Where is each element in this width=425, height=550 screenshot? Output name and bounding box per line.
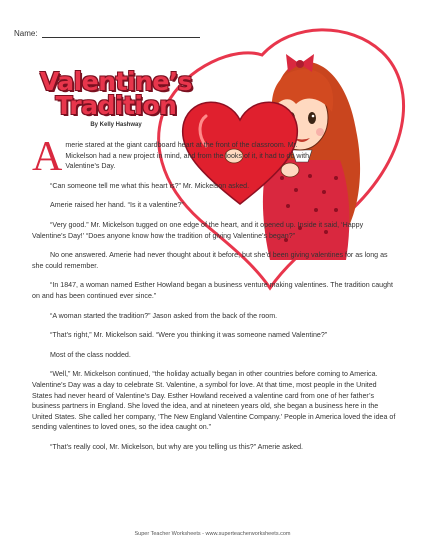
drop-cap: A xyxy=(32,134,63,180)
byline: By Kelly Hashway xyxy=(90,122,142,128)
title-line-2: Tradition xyxy=(55,91,177,120)
paragraph-9: Most of the class nodded. xyxy=(50,350,131,359)
footer: Super Teacher Worksheets - www.superteacherworksheets.com xyxy=(134,531,291,537)
paragraph-2: “Can someone tell me what this heart is?” Mr. Mickelson asked. xyxy=(50,181,250,190)
title-line-1: Valentine’s xyxy=(39,67,193,96)
paragraph-8: “That’s right,” Mr. Mickelson said. “Were you thinking it was someone named Valentine?” xyxy=(50,331,328,340)
paragraph-6: “In 1847, a woman named Esther Howland began a business venture making valentines. The tradition caught on and has been continued ever since.” xyxy=(32,281,393,300)
paragraph-4: “Very good.” Mr. Mickelson tugged on one edge of the heart, and it opened up. Inside it said, ‘Happy Valentine’s Day!’ “Does anyone know how the tradition of giving Valentine’s began?” xyxy=(32,220,364,240)
name-label: Name: xyxy=(14,29,38,38)
paragraph-3: Amerie raised her hand. “Is it a valentine?” xyxy=(50,201,184,210)
paragraph-7: “A woman started the tradition?” Jason asked from the back of the room. xyxy=(50,311,278,320)
paragraph-1: Amerie stared at the giant cardboard heart at the front of the classroom. Mr. Mickelson had a new project in mind, and from the looks of it, it had to do with Valentine’s Day. xyxy=(32,134,310,180)
story-title xyxy=(36,67,196,120)
paragraph-10: “Well,” Mr. Mickelson continued, “the holiday actually began in other countries before coming to America. Valentine’s Day was a day to celebrate St. Valentine, a symbol for love. At that time, most people in the United States had never heard of Valentine’s Day. Esther Howland received a valentine card from one of her father’s business partners in England. She loved the idea, and at nineteen years old, she began a business here in the United States. She called her company, ‘The New England Valentine Company.’ People in America loved the idea of sending valentines to loved ones, so the idea caught on.” xyxy=(32,370,396,432)
paragraph-5: No one answered. Amerie had never thought about it before, but she’d been giving valentines for as long as she could remember. xyxy=(32,251,388,270)
story-body xyxy=(32,134,396,461)
paragraph-11: “That’s really cool, Mr. Mickelson, but why are you telling us this?” Amerie asked. xyxy=(50,442,303,451)
